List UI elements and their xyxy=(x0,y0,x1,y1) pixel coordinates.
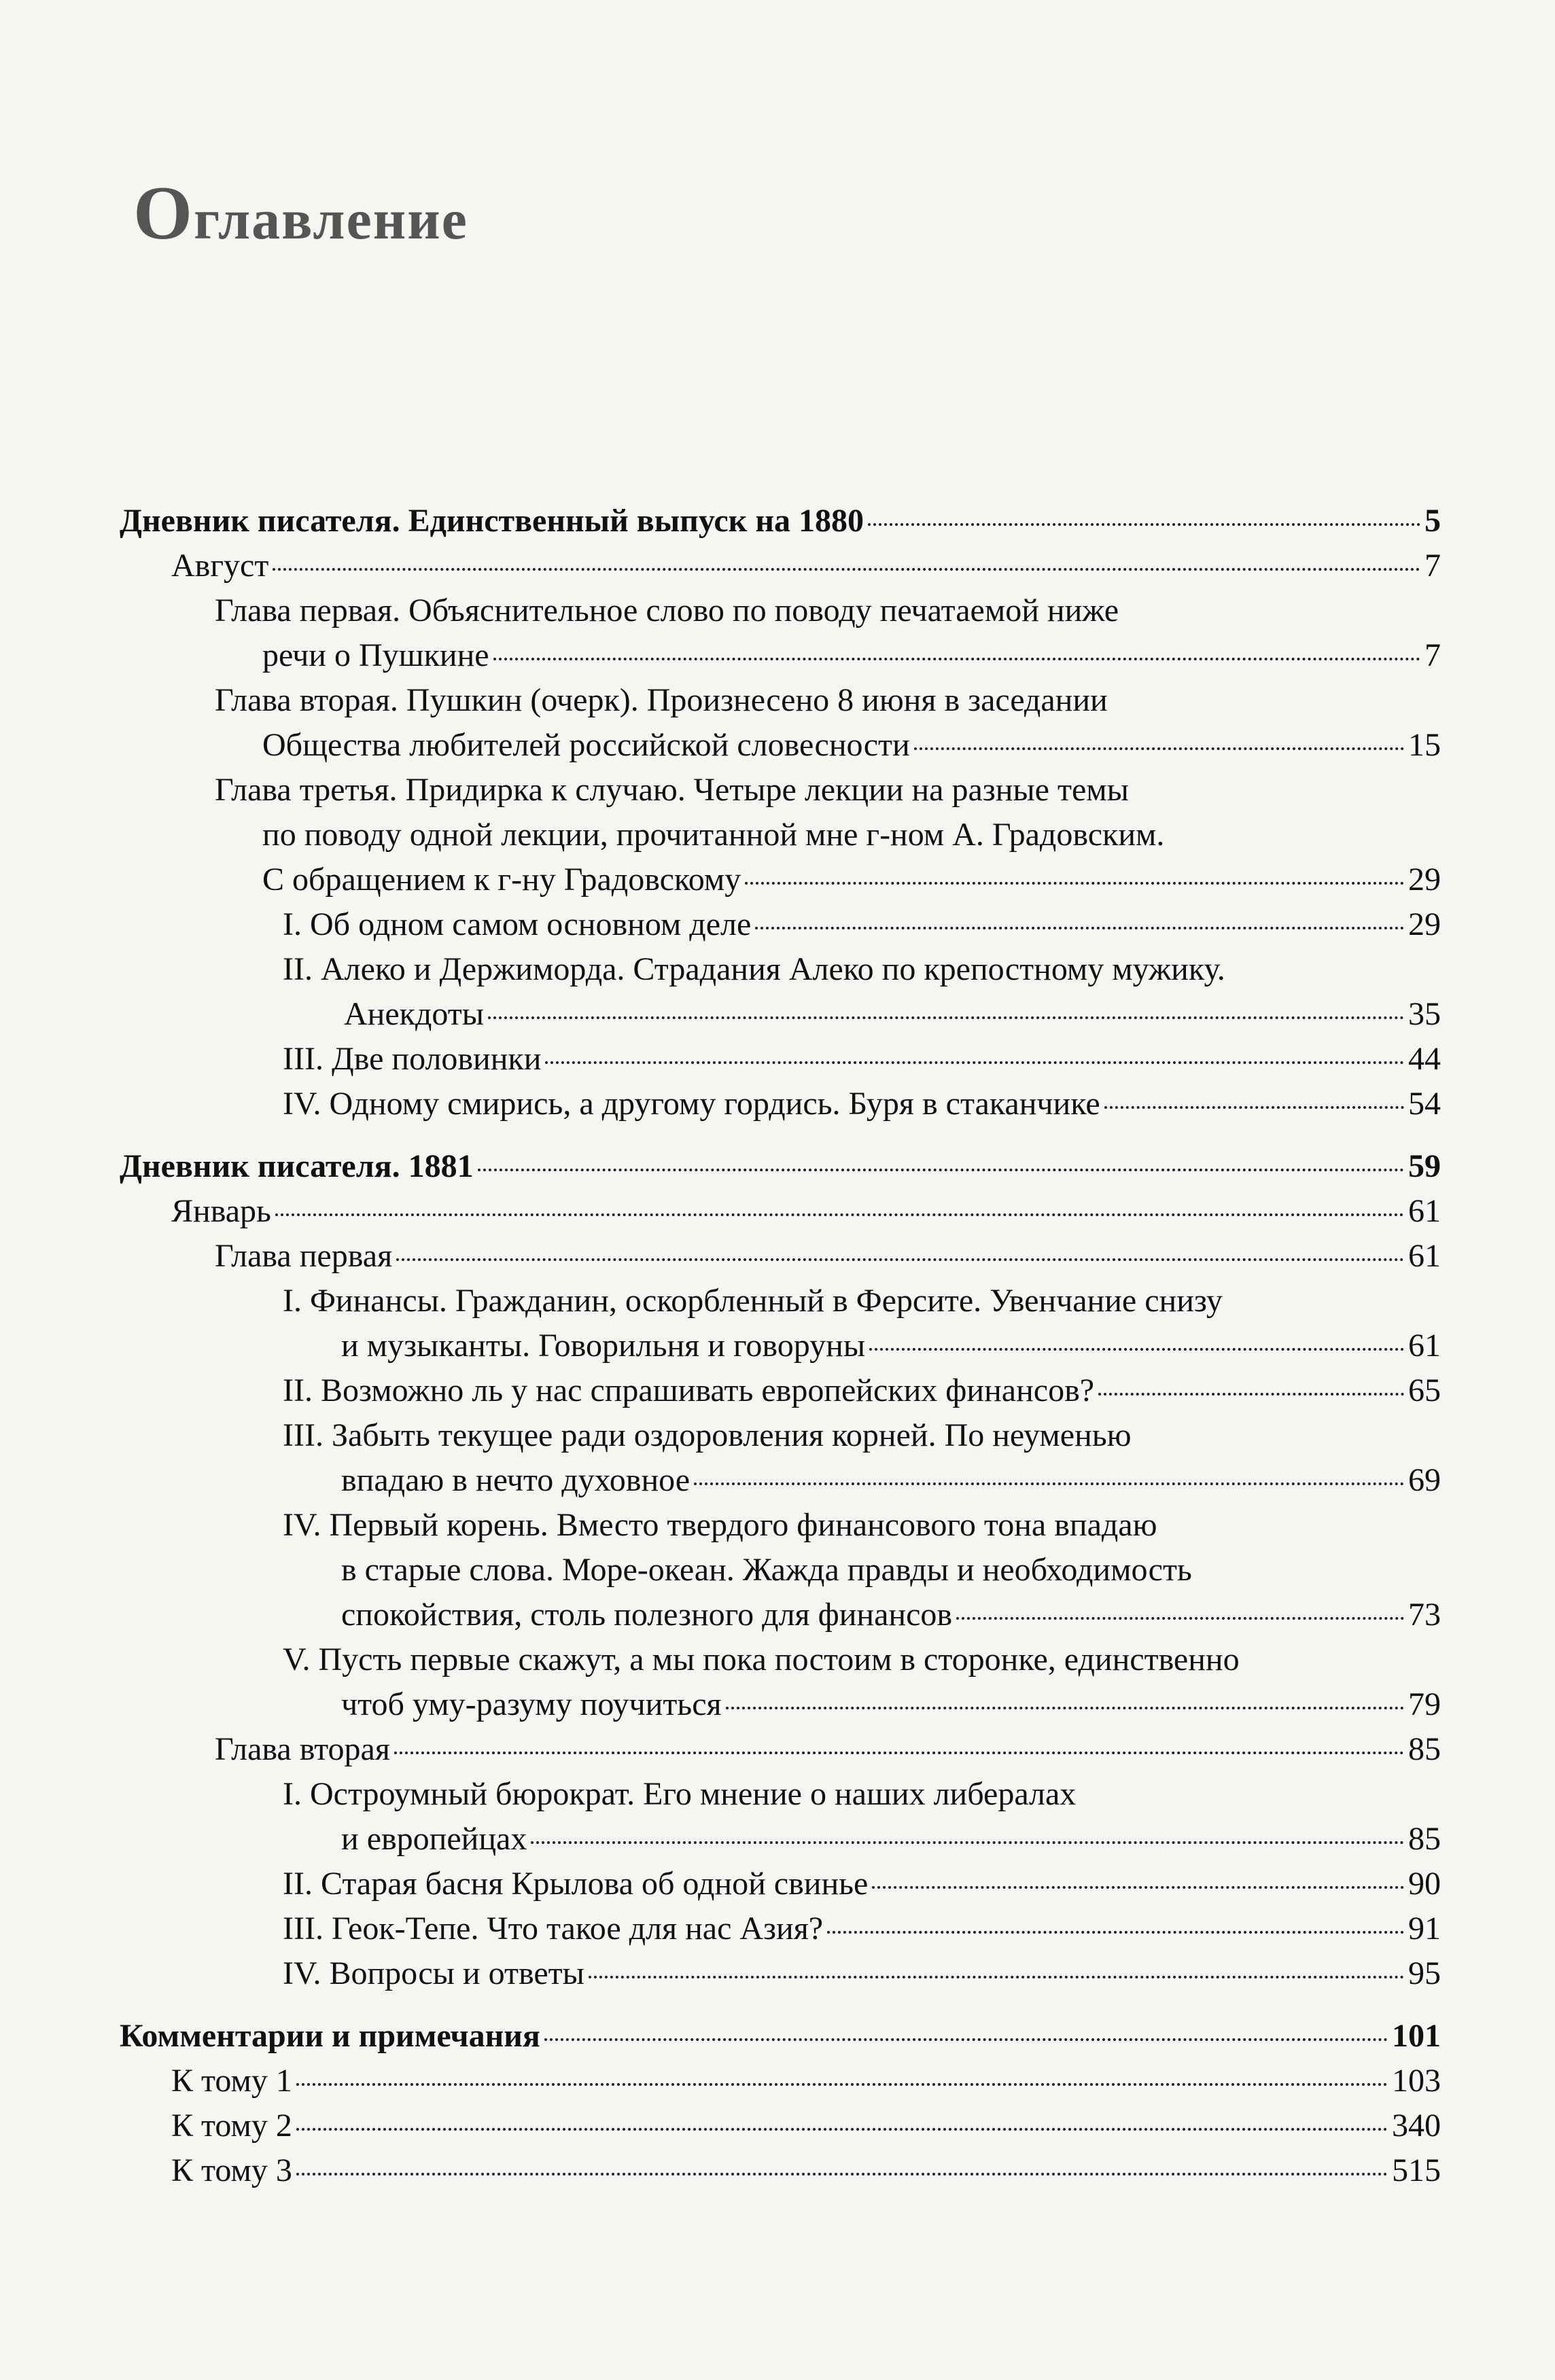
toc-page-number: 15 xyxy=(1408,727,1441,763)
toc-page-number: 85 xyxy=(1408,1821,1441,1857)
title-rest: главление xyxy=(194,188,468,251)
toc-entry-title: Август xyxy=(171,548,269,584)
toc-page-number: 61 xyxy=(1408,1238,1441,1274)
toc-entry[interactable] xyxy=(120,588,1441,678)
toc-entry[interactable] xyxy=(120,1951,1441,1996)
toc-part-entry[interactable] xyxy=(120,1144,1441,1189)
toc-entry-title: III. Геок-Тепе. Что такое для нас Азия? xyxy=(283,1911,824,1947)
toc-entry-title: Комментарии и примечания xyxy=(120,2018,540,2054)
toc-entry-title: и музыканты. Говорильня и говоруны xyxy=(341,1328,866,1364)
dot-leader xyxy=(956,1617,1404,1620)
dot-leader xyxy=(869,1348,1404,1351)
dot-leader xyxy=(296,2173,1388,2175)
dot-leader xyxy=(868,523,1420,526)
toc-page-number: 65 xyxy=(1408,1372,1441,1408)
toc-page-number: 61 xyxy=(1408,1193,1441,1229)
toc-entry[interactable] xyxy=(120,1037,1441,1082)
toc-entry[interactable] xyxy=(120,678,1441,768)
toc-entry[interactable] xyxy=(120,2059,1441,2103)
dot-leader xyxy=(478,1169,1404,1171)
toc-entry[interactable] xyxy=(120,2103,1441,2148)
toc-page-number: 7 xyxy=(1425,548,1441,584)
toc-entry[interactable] xyxy=(120,1637,1441,1727)
toc-entry-title: I. Финансы. Гражданин, оскорбленный в Ферсите. Увенчание снизу xyxy=(283,1283,1223,1319)
dot-leader xyxy=(914,747,1404,750)
dot-leader xyxy=(493,658,1420,660)
toc-entry[interactable] xyxy=(120,1082,1441,1126)
toc-part-entry[interactable] xyxy=(120,2014,1441,2059)
dot-leader xyxy=(296,2128,1388,2131)
toc-entry-title: III. Две половинки xyxy=(283,1041,542,1077)
toc-entry-title: Январь xyxy=(171,1193,271,1229)
toc-entry-title: спокойствия, столь полезного для финансов xyxy=(341,1597,953,1633)
dot-leader xyxy=(589,1976,1404,1978)
toc-page-number: 103 xyxy=(1392,2063,1441,2099)
toc-entry[interactable] xyxy=(120,947,1441,1037)
toc-page-number: 79 xyxy=(1408,1686,1441,1722)
toc-page-number: 54 xyxy=(1408,1086,1441,1122)
toc-entry-title: К тому 2 xyxy=(171,2108,292,2144)
toc-entry[interactable] xyxy=(120,1727,1441,1772)
toc-entry-title: V. Пусть первые скажут, а мы пока постоим в сторонке, единственно xyxy=(283,1641,1240,1677)
toc-entry-title: IV. Первый корень. Вместо твердого финансового тона впадаю xyxy=(283,1507,1157,1543)
dot-leader xyxy=(1104,1106,1404,1109)
toc-part-entry[interactable] xyxy=(120,499,1441,544)
toc-page-number: 340 xyxy=(1392,2108,1441,2144)
toc-page-number: 69 xyxy=(1408,1462,1441,1498)
toc-entry[interactable] xyxy=(120,1413,1441,1503)
toc-entry[interactable] xyxy=(120,1189,1441,1234)
toc-entry-title: Анекдоты xyxy=(344,996,484,1032)
toc-entry[interactable] xyxy=(120,902,1441,947)
toc-entry-title: К тому 3 xyxy=(171,2152,292,2188)
section-gap xyxy=(120,1996,1441,2014)
toc-page-number: 85 xyxy=(1408,1731,1441,1767)
dot-leader xyxy=(273,568,1420,571)
toc-entry-title: I. Об одном самом основном деле xyxy=(283,906,752,942)
toc-page-number: 7 xyxy=(1425,637,1441,673)
toc-entry[interactable] xyxy=(120,1906,1441,1951)
toc-entry-title: II. Алеко и Держиморда. Страдания Алеко по крепостному мужику. xyxy=(283,951,1225,987)
toc-entry-title: Глава первая xyxy=(215,1238,393,1274)
toc-page-number: 515 xyxy=(1392,2152,1441,2188)
toc-entry-title: по поводу одной лекции, прочитанной мне г-ном А. Градовским. xyxy=(262,817,1165,853)
toc-page-number: 61 xyxy=(1408,1328,1441,1364)
toc-page-number: 95 xyxy=(1408,1955,1441,1991)
dot-leader xyxy=(544,2038,1388,2041)
toc-page-number: 90 xyxy=(1408,1866,1441,1902)
toc-entry-title: впадаю в нечто духовное xyxy=(341,1462,691,1498)
toc-entry-title: Дневник писателя. 1881 xyxy=(120,1148,474,1184)
dot-leader xyxy=(726,1707,1404,1709)
toc-entry[interactable] xyxy=(120,2148,1441,2193)
toc-entry-title: речи о Пушкине xyxy=(262,637,489,673)
dot-leader xyxy=(1098,1393,1404,1396)
page-title xyxy=(133,171,468,255)
toc-entry-title: Глава вторая xyxy=(215,1731,390,1767)
toc-entry[interactable] xyxy=(120,1279,1441,1368)
toc-page-number: 29 xyxy=(1408,862,1441,898)
toc-entry-title: Глава вторая. Пушкин (очерк). Произнесено 8 июня в заседании xyxy=(215,682,1108,718)
table-of-contents xyxy=(120,499,1441,2193)
toc-page-number: 91 xyxy=(1408,1911,1441,1947)
toc-entry-title: I. Остроумный бюрократ. Его мнение о наших либералах xyxy=(283,1776,1077,1812)
toc-entry-title: К тому 1 xyxy=(171,2063,292,2099)
dot-leader xyxy=(694,1482,1404,1485)
dot-leader xyxy=(396,1258,1404,1261)
toc-entry-title: в старые слова. Море-океан. Жажда правды и необходимость xyxy=(341,1552,1192,1588)
toc-entry-title: С обращением к г-ну Градовскому xyxy=(262,862,741,898)
toc-page-number: 5 xyxy=(1425,503,1441,539)
dot-leader xyxy=(531,1841,1404,1844)
toc-entry-title: IV. Вопросы и ответы xyxy=(283,1955,584,1991)
toc-page-number: 35 xyxy=(1408,996,1441,1032)
toc-entry[interactable] xyxy=(120,1503,1441,1637)
toc-entry-title: III. Забыть текущее ради оздоровления корней. По неуменью xyxy=(283,1417,1132,1453)
toc-entry[interactable] xyxy=(120,1234,1441,1279)
toc-entry-title: чтоб уму-разуму поучиться xyxy=(341,1686,722,1722)
dot-leader xyxy=(872,1886,1404,1889)
toc-entry-title: Дневник писателя. Единственный выпуск на 1880 xyxy=(120,503,864,539)
toc-entry[interactable] xyxy=(120,768,1441,902)
toc-entry-title: IV. Одному смирись, а другому гордись. Буря в стаканчике xyxy=(283,1086,1100,1122)
toc-page-number: 73 xyxy=(1408,1597,1441,1633)
dot-leader xyxy=(275,1213,1404,1216)
toc-entry[interactable] xyxy=(120,1368,1441,1413)
toc-entry[interactable] xyxy=(120,1862,1441,1906)
toc-page-number: 29 xyxy=(1408,906,1441,942)
toc-page-number: 44 xyxy=(1408,1041,1441,1077)
dot-leader xyxy=(827,1931,1404,1934)
dot-leader xyxy=(394,1752,1404,1754)
toc-entry-title: и европейцах xyxy=(341,1821,527,1857)
section-gap xyxy=(120,1126,1441,1144)
title-initial: О xyxy=(133,171,194,255)
dot-leader xyxy=(755,927,1404,929)
dot-leader xyxy=(745,882,1404,885)
toc-entry-title: Общества любителей российской словесности xyxy=(262,727,910,763)
toc-page-number: 101 xyxy=(1392,2018,1441,2054)
toc-entry[interactable] xyxy=(120,1772,1441,1862)
toc-entry-title: II. Старая басня Крылова об одной свинье xyxy=(283,1866,869,1902)
toc-entry-title: II. Возможно ль у нас спрашивать европейских финансов? xyxy=(283,1372,1095,1408)
toc-entry[interactable] xyxy=(120,544,1441,588)
dot-leader xyxy=(545,1061,1404,1064)
dot-leader xyxy=(488,1016,1404,1019)
toc-entry-title: Глава первая. Объяснительное слово по поводу печатаемой ниже xyxy=(215,592,1119,628)
toc-page-number: 59 xyxy=(1408,1148,1441,1184)
dot-leader xyxy=(296,2083,1388,2086)
toc-entry-title: Глава третья. Придирка к случаю. Четыре лекции на разные темы xyxy=(215,772,1129,808)
